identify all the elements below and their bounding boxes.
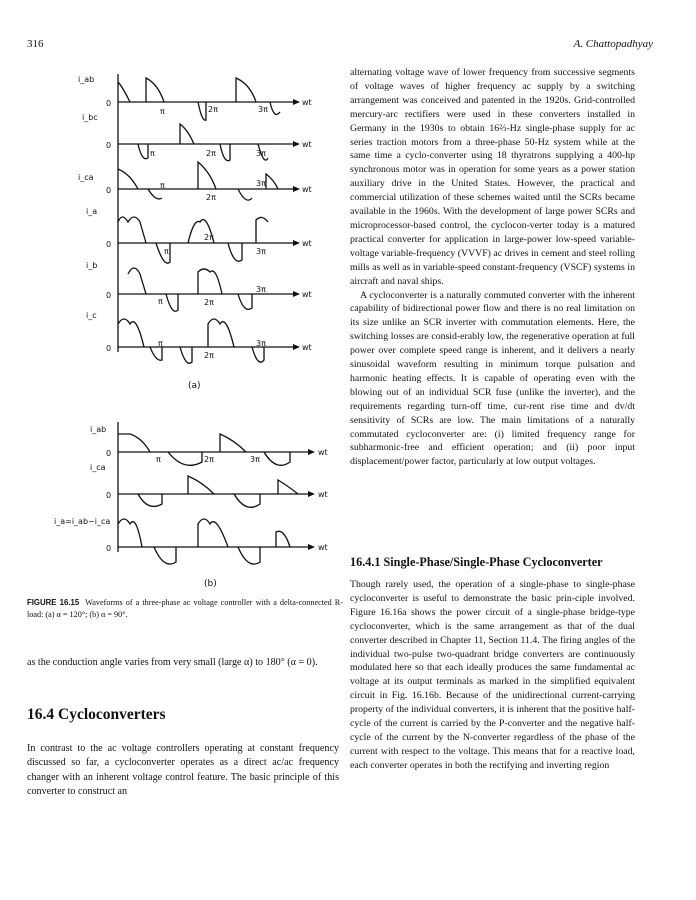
figure-caption (27, 597, 343, 621)
svg-text:2π: 2π (204, 351, 214, 360)
svg-text:0: 0 (106, 344, 112, 353)
svg-text:wt: wt (302, 290, 312, 299)
subsection-heading: 16.4.1 Single-Phase/Single-Phase Cycloconverter (350, 555, 603, 569)
running-author: A. Chattopadhyay (573, 38, 653, 50)
label-i-ab: i_ab (78, 75, 95, 84)
svg-text:3π: 3π (250, 455, 260, 464)
svg-text:0: 0 (106, 449, 112, 458)
svg-text:0: 0 (106, 186, 112, 195)
wt-label: wt (302, 98, 312, 107)
two-pi-label: 2π (208, 105, 218, 114)
svg-text:0: 0 (106, 544, 112, 553)
right-para-2: A cycloconverter is a naturally commuted converter with the inherent capability of bidirectional power flow and there is no real limitation on its size unlike an SCR inverter with commutation elements. Here, the switching losses are consid-erably low, the regenerative operation at full power over complete speed range is inherent, and it delivers a nearly sinusoidal waveform resulting in minimum torque pulsation and harmonic heating effects. It is capable of operating even with the blowing out of an individual SCR fuse (unlike the inverter), and the requirements regarding turn-off time, cur-rent rise time and dv/dt sensitivity of SCRs are low. The main limitations of a naturally commutated cycloconverter are: (i) limited frequency range for subharmonic-free and efficient operation; and (ii) poor input displacement/power factor, particularly at low output voltages. (350, 289, 635, 468)
left-para-cont: as the conduction angle varies from very small (large α) to 180° (α = 0). (27, 657, 318, 668)
svg-text:π: π (158, 339, 163, 348)
svg-text:0: 0 (106, 491, 112, 500)
svg-text:3π: 3π (256, 149, 266, 158)
svg-text:0: 0 (106, 291, 112, 300)
figure-waveforms (38, 62, 344, 602)
section-heading: 16.4 Cycloconverters (27, 706, 166, 723)
label-b-i-a: i_a=i_ab−i_ca (54, 517, 111, 526)
svg-text:wt: wt (318, 543, 328, 552)
page-number: 316 (27, 38, 44, 50)
panel-label-b: (b) (204, 579, 217, 589)
svg-text:wt: wt (302, 140, 312, 149)
svg-text:0: 0 (106, 141, 112, 150)
svg-text:wt: wt (318, 448, 328, 457)
svg-text:2π: 2π (204, 298, 214, 307)
svg-text:π: π (150, 149, 155, 158)
label-b-i-ab: i_ab (90, 425, 107, 434)
label-i-ca: i_ca (78, 173, 94, 182)
svg-text:wt: wt (302, 239, 312, 248)
svg-text:0: 0 (106, 240, 112, 249)
svg-text:π: π (156, 455, 161, 464)
label-b-i-ca: i_ca (90, 463, 106, 472)
left-para-1: In contrast to the ac voltage controllers operating at constant frequency discussed so far, a cycloconverter operates as a direct ac/ac frequency changer with an inherent voltage control feature. The basic principle of this converter to construct an (27, 743, 339, 797)
svg-text:3π: 3π (256, 247, 266, 256)
svg-text:2π: 2π (206, 193, 216, 202)
right-para-1: alternating voltage wave of lower frequency from successive segments of voltage waves of higher frequency ac supply by a switching arrangement was conceived and patented in the 1920s. Grid-controlled mercury-arc rectifiers were used in these converters installed in Germany in the 1930s to obtain 16⅔-Hz single-phase supply for ac series traction motors from a three-phase 50-Hz system while at the same time a cyclo-converter using 18 thyratrons supplying a 400-hp synchronous motor was in operation for some years as a power station auxiliary drive in the United States. However, the practical and commercial utilization of these schemes waited until the SCRs became available in the 1960s. With the development of large power SCRs and microprocessor-based control, the cyclocon-verter today is a matured practical converter for application in large-power low-speed variable-voltage variable-frequency (VVVF) ac drives in cement and steel rolling mills as well as in variable-speed constant-frequency (VSCF) systems in aircraft and naval ships. (350, 67, 635, 287)
svg-text:wt: wt (302, 343, 312, 352)
axis-arrowheads (293, 99, 315, 550)
svg-text:3π: 3π (256, 339, 266, 348)
caption-label: FIGURE 16.15 (27, 598, 80, 607)
label-i-b: i_b (86, 261, 98, 270)
three-pi-label: 3π (258, 105, 268, 114)
svg-text:3π: 3π (256, 285, 266, 294)
waveform-lines (118, 74, 308, 564)
right-column-body (350, 66, 635, 469)
zero-label: 0 (106, 99, 112, 108)
label-i-c: i_c (86, 311, 97, 320)
svg-text:wt: wt (318, 490, 328, 499)
svg-text:3π: 3π (256, 179, 266, 188)
svg-text:π: π (164, 247, 169, 256)
right-para-3: Though rarely used, the operation of a single-phase to single-phase cycloconverter is useful to demonstrate the basic prin-ciple involved. Figure 16.16a shows the power circuit of a single-phase bridge-type cycloconverter, which is the same arrangement as that of the dual converter described in Chapter 11, Section 11.4. The firing angles of the individual two-pulse two-quadrant bridge converters are continuously modulated here so that each ideally produces the same fundamental ac voltage at its output terminals as marked in the simplified equivalent circuit in Fig. 16.16b. Because of the unidirectional current-carrying property of the individual converters, it is inherent that the positive half-cycle of the current is carried by the P-converter and the negative half-cycle of the current by the N-converter regardless of the phase of the current with respect to the voltage. This means that for a reactive load, each converter operates in both the rectifying and inverting region (350, 579, 635, 771)
label-i-bc: i_bc (82, 113, 98, 122)
svg-text:2π: 2π (206, 149, 216, 158)
svg-text:π: π (158, 297, 163, 306)
svg-text:2π: 2π (204, 233, 214, 242)
pi-label: π (160, 107, 165, 116)
label-i-a: i_a (86, 207, 98, 216)
caption-text: Waveforms of a three-phase ac voltage controller with a delta-connected R-load: (a) α = 120°; (b) α = 90°. (27, 598, 343, 619)
svg-text:π: π (160, 181, 165, 190)
svg-text:wt: wt (302, 185, 312, 194)
svg-text:2π: 2π (204, 455, 214, 464)
panel-label-a: (a) (188, 381, 201, 391)
